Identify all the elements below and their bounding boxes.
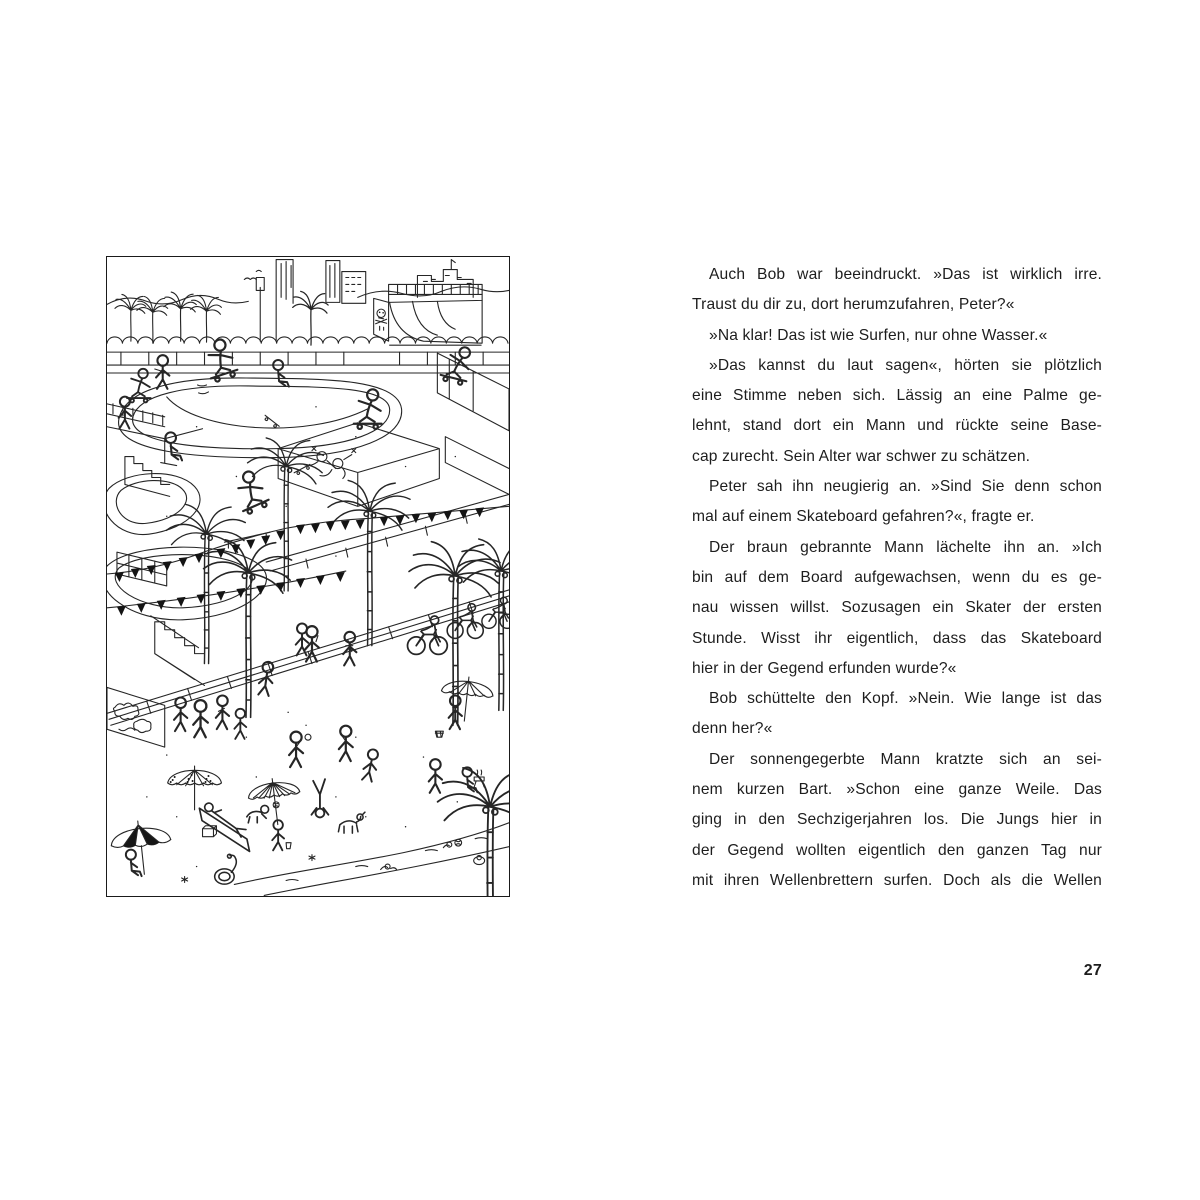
dotted-umbrella	[168, 766, 222, 810]
text-line: cap zurecht. Sein Alter war schwer zu schätzen.	[692, 447, 1031, 465]
skyline	[107, 260, 509, 346]
halfpipe-ramp	[374, 284, 482, 345]
text-line: Der sonnengegerbte Mann kratzte sich an sei-	[709, 750, 1102, 768]
black-umbrella	[109, 818, 174, 878]
water-edge	[234, 823, 509, 896]
text-line: eine Stimme neben sich. Lässig an eine Palme ge-	[692, 387, 1102, 405]
text-line: der Gegend wollten eigentlich den ganzen Tag nur	[692, 841, 1102, 859]
page-number: 27	[1083, 962, 1102, 979]
text-line: »Na klar! Das ist wie Surfen, nur ohne Wasser.«	[709, 326, 1048, 344]
text-line: Stunde. Wisst ihr eigentlich, dass das Skateboard	[692, 629, 1102, 647]
paragraph	[692, 472, 1102, 533]
walkway-people	[257, 626, 356, 696]
swimmer	[381, 864, 397, 869]
picnic-basket	[435, 731, 443, 737]
bunting-garland	[107, 506, 509, 615]
text-line: mit ihren Wellenbrettern surfen. Doch als die Wellen	[692, 871, 1102, 889]
paragraph	[692, 351, 1102, 472]
text-line: hier in der Gegend erfunden wurde?«	[692, 659, 957, 677]
text-line: lehnt, stand dort ein Mann und rückte seine Base-	[692, 417, 1102, 435]
park-ledge	[266, 494, 509, 571]
text-line: denn her?«	[692, 720, 773, 738]
paragraph	[692, 260, 1102, 321]
paragraph	[692, 684, 1102, 745]
text-line: mal auf einem Skateboard gefahren?«, fragte er.	[692, 508, 1035, 526]
paragraph	[692, 321, 1102, 351]
palm-trees	[166, 438, 509, 896]
swan-ring	[215, 854, 237, 884]
text-line: Auch Bob war beeindruckt. »Das ist wirklich irre.	[709, 266, 1102, 283]
text-column	[692, 260, 1102, 896]
text-line: ging in den Sechzigerjahren los. Die Jungs hier in	[692, 811, 1102, 829]
paragraph	[692, 745, 1102, 896]
handstand-kid	[311, 779, 328, 817]
text-line: nem kurzen Bart. »Schon eine ganze Weile. Das	[692, 781, 1102, 799]
plain-umbrella	[439, 674, 495, 723]
text-line: bin auf dem Board aufgewachsen, wenn du es ge-	[692, 568, 1102, 586]
floating-ring	[474, 855, 485, 864]
skull-graffiti	[376, 309, 387, 330]
paragraph	[692, 533, 1102, 684]
illustration-frame	[106, 256, 510, 897]
dog	[338, 812, 364, 833]
text-line: nau wissen willst. Sozusagen ein Skater der ersten	[692, 599, 1102, 617]
sunbather	[194, 799, 260, 851]
text-line: Der braun gebrannte Mann lächelte ihn an. »Ich	[709, 538, 1102, 556]
illustration-skatepark-beach	[107, 257, 509, 896]
striped-umbrella	[246, 775, 303, 827]
beach-people-group	[174, 695, 462, 792]
skate-bowl-upper	[119, 378, 402, 458]
stairs-lower	[151, 616, 205, 686]
text-line: »Das kannst du laut sagen«, hörten sie plötzlich	[709, 356, 1102, 374]
text-line: Traust du dir zu, dort herumzufahren, Peter?«	[692, 296, 1015, 314]
crawling-baby	[247, 805, 269, 822]
text-line: Bob schüttelte den Kopf. »Nein. Wie lange ist das	[709, 690, 1102, 708]
text-line: Peter sah ihn neugierig an. »Sind Sie denn schon	[709, 478, 1102, 496]
cooler-box	[203, 826, 217, 837]
fallen-skaters	[304, 447, 356, 479]
